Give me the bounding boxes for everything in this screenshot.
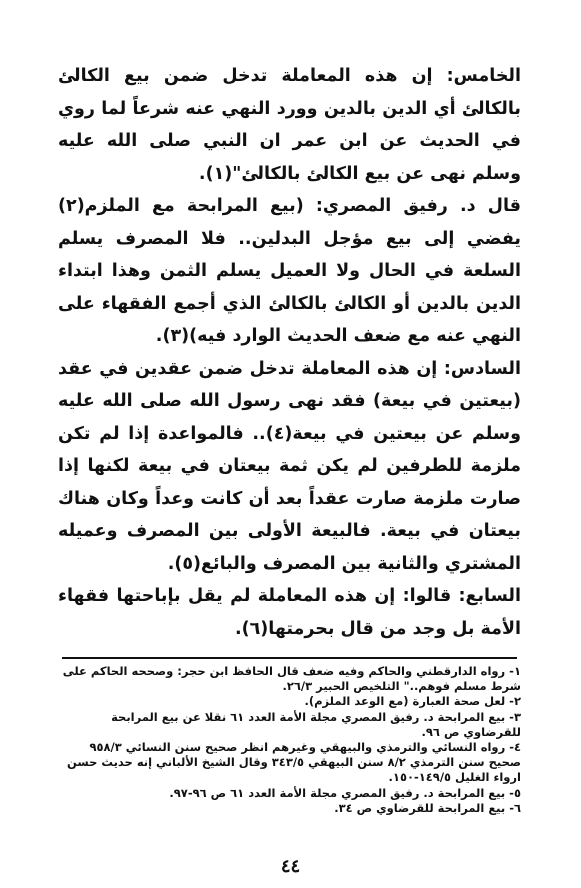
footnote-2: ٢- لعل صحة العبارة (مع الوعد الملزم). [304, 694, 521, 709]
paragraph-fifth-text: إن هذه المعاملة تدخل ضمن بيع الكالئ بالكالئ أي الدين بالدين وورد النهي عنه شرعاً لما روي في الحديث عن ابن عمر ان النبي صلى الله عليه وسلم نهى عن بيع الكالئ بالكالئ"(١). [58, 66, 521, 184]
footnote-3: ٣- بيع المرابحة د. رفيق المصري مجلة الأمة العدد ٦١ نقلا عن بيع المرابحة للقرضاوي ص ٩٦. [111, 709, 521, 739]
footnote-divider [62, 657, 517, 659]
footnote-1: ١- رواه الدارقطني والحاكم وفيه ضعف قال الحافظ ابن حجر: وصححه الحاكم على شرط مسلم فوهم.." التلخيص الحبير ٢٦/٣. [62, 664, 521, 694]
body-text [58, 60, 521, 645]
paragraph-fifth [58, 60, 521, 190]
footnote-4: ٤- رواه النسائي والترمذي والبيهقي وغيرهم انظر صحيح سنن النسائي ٩٥٨/٣ صحيح سنن الترمذي ٨/٢ سنن البيهقي ٣٤٣/٥ وقال الشيخ الألباني إنه حديث حسن ارواء الغليل ١٤٩/٥-١٥٠. [67, 740, 521, 785]
paragraph-sixth [58, 353, 521, 581]
footnote-6: ٦- بيع المرابحة للقرضاوي ص ٣٤. [334, 800, 521, 815]
paragraph-quote: قال د. رفيق المصري: (بيع المرابحة مع الملزم(٢) يفضي إلى بيع مؤجل البدلين.. فلا المصرف يسلم السلعة في الحال ولا العميل يسلم الثمن وهذا ابتداء الدين بالدين أو الكالئ بالكالئ الذي أجمع الفقهاء على النهي عنه مع ضعف الحديث الوارد فيه)(٣). [58, 196, 521, 346]
section-lead-sixth: السادس: [443, 358, 521, 379]
paragraph-seventh-text: قالوا: إن هذه المعاملة لم يقل بإباحتها فقهاء الأمة بل وجد من قال بحرمتها(٦). [58, 586, 521, 639]
section-lead-seventh: السابع: [458, 586, 521, 606]
paragraph-sixth-text: إن هذه المعاملة تدخل ضمن عقدين في عقد (بيعتين في بيعة) فقد نهى رسول الله صلى الله عليه وسلم عن بيعتين في بيعة(٤).. فالمواعدة إذا لم تكن ملزمة للطرفين لم يكن ثمة بيعتان في بيعة لكنها إذا صارت ملزمة صارت عقداً بعد أن كانت وعداً وكان هناك بيعتان في بيعة. فالبيعة الأولى بين المصرف وعميله المشتري والثانية بين المصرف والبائع(٥). [58, 358, 521, 574]
footnote-5: ٥- بيع المرابحة د. رفيق المصري مجلة الأمة العدد ٦١ ص ٩٦-٩٧. [169, 785, 521, 800]
footnotes [60, 664, 521, 816]
paragraph-seventh [58, 580, 521, 645]
section-lead-fifth: الخامس: [446, 66, 521, 86]
page-number: ٤٤ [280, 856, 301, 877]
